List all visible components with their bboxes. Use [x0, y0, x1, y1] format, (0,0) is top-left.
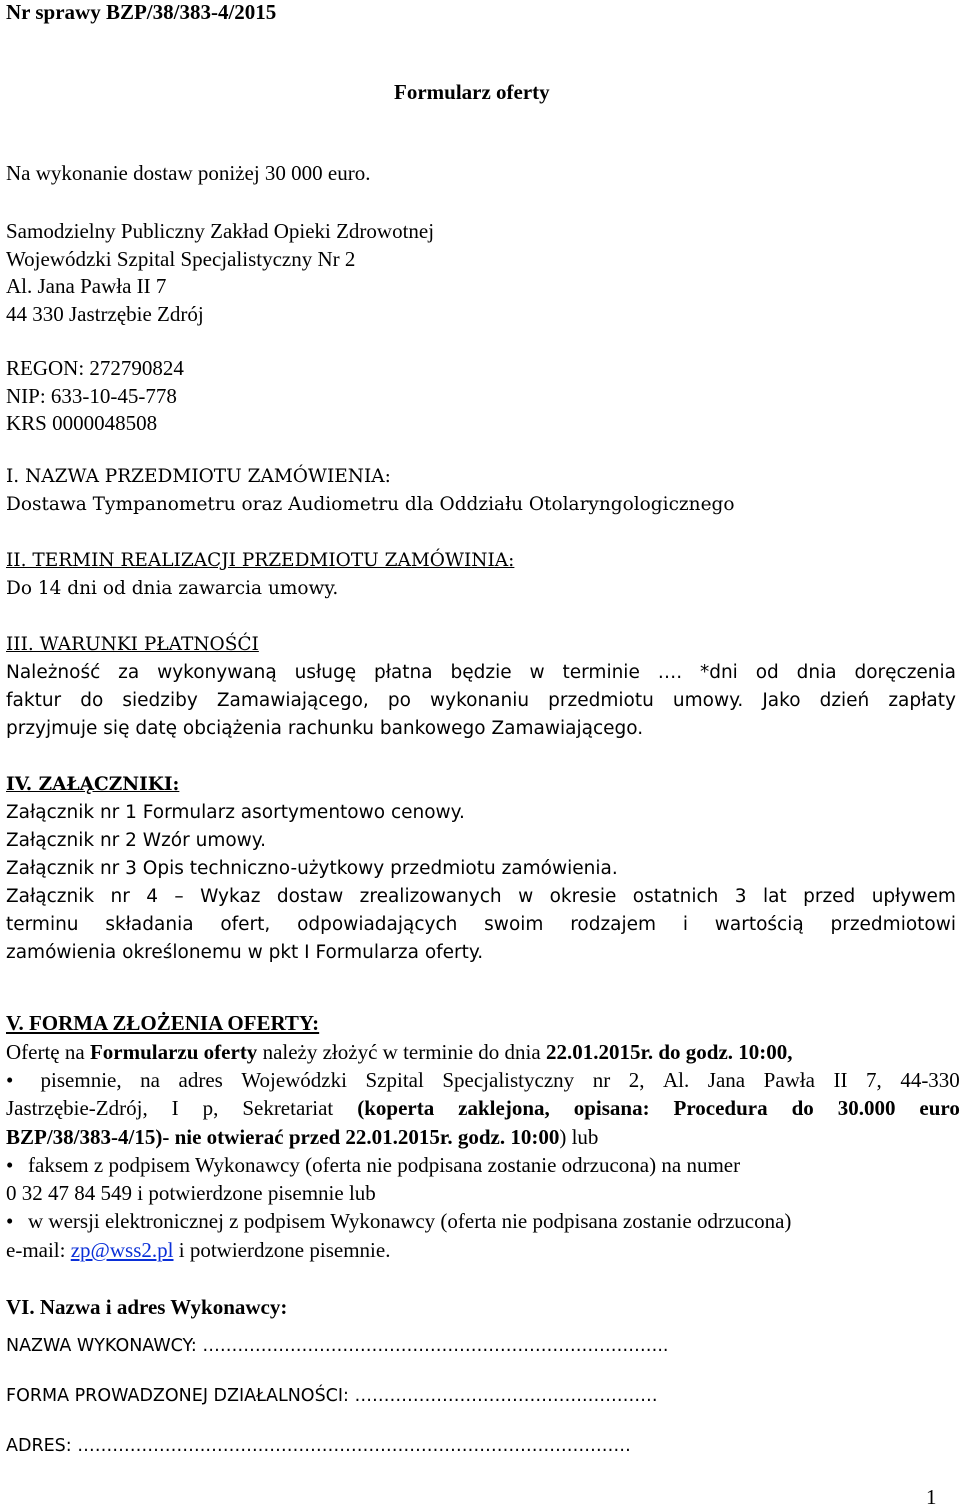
bullet-2-line-1	[6, 1155, 740, 1176]
word: opisana:	[573, 1096, 650, 1120]
word: odpowiadających	[297, 914, 458, 935]
word: Jako	[762, 690, 801, 711]
word: 30.000	[837, 1096, 896, 1120]
word: Załącznik	[6, 886, 95, 907]
word: 4	[146, 886, 159, 907]
word: będzie	[450, 662, 512, 683]
word: II	[833, 1068, 848, 1092]
word: 3	[734, 886, 747, 907]
attachment-3: Załącznik nr 3 Opis techniczno-użytkowy przedmiotu zamówienia.	[6, 858, 618, 879]
word: Sekretariat	[242, 1096, 334, 1120]
attachment-4-line-3: zamówienia określonemu w pkt I Formularza oferty.	[6, 942, 484, 963]
buyer-name-line-2: Wojewódzki Szpital Specjalistyczny Nr 2	[6, 247, 356, 271]
attachment-2: Załącznik nr 2 Wzór umowy.	[6, 830, 267, 851]
word: p,	[202, 1096, 219, 1120]
word: terminu	[6, 914, 79, 935]
envelope-label: BZP/38/383-4/15)- nie otwierać przed 22.01.2015r. godz. 10:00	[6, 1125, 560, 1149]
subject-line: Na wykonanie dostaw poniżej 30 000 euro.	[6, 161, 371, 185]
word: w	[529, 662, 545, 683]
word: Specjalistyczny	[442, 1068, 575, 1092]
bullet-icon: •	[6, 1068, 14, 1092]
section-6-heading: VI. Nazwa i adres Wykonawcy:	[6, 1295, 288, 1319]
word: Jastrzębie-Zdrój,	[6, 1096, 148, 1120]
section-3-heading: III. WARUNKI PŁATNOŚĆI	[6, 634, 259, 655]
word: przedmiotowi	[830, 914, 956, 935]
word: przed	[803, 886, 856, 907]
buyer-regon: REGON: 272790824	[6, 356, 184, 380]
word: dostaw	[276, 886, 344, 907]
bullet-3-line-2	[6, 1240, 390, 1261]
word: za	[118, 662, 140, 683]
case-number: Nr sprawy BZP/38/383-4/2015	[6, 0, 277, 24]
word: Należność	[6, 662, 101, 683]
bullet-icon: •	[6, 1209, 14, 1233]
word: płatna	[373, 662, 433, 683]
word: i	[682, 914, 688, 935]
word: wartością	[714, 914, 804, 935]
section-5-heading: V. FORMA ZŁOŻENIA OFERTY:	[6, 1011, 320, 1035]
word: ofert,	[220, 914, 271, 935]
buyer-name-line-1: Samodzielny Publiczny Zakład Opieki Zdrowotnej	[6, 219, 435, 243]
word: ….	[657, 662, 683, 683]
word: na	[140, 1068, 160, 1092]
intro-deadline: 22.01.2015r. do godz. 10:00,	[545, 1040, 793, 1064]
buyer-address-street: Al. Jana Pawła II 7	[6, 274, 167, 298]
email-link[interactable]: zp@wss2.pl	[70, 1238, 174, 1262]
word: przedmiotu	[548, 690, 654, 711]
section-2-heading: II. TERMIN REALIZACJI PRZEDMIOTU ZAMÓWINIA:	[6, 550, 515, 571]
page-number: 1	[926, 1485, 937, 1509]
word: dzień	[819, 690, 870, 711]
word: usługę	[294, 662, 357, 683]
section-5-intro	[6, 1042, 793, 1063]
word: rodzajem	[570, 914, 657, 935]
word: wykonaniu	[430, 690, 530, 711]
bullet-text: w wersji elektronicznej z podpisem Wykonawcy (oferta nie podpisana zostanie odrzucona)	[28, 1209, 792, 1233]
address-field: ADRES: ………………….……….………………………………………………………	[6, 1436, 631, 1456]
word: wykonywaną	[157, 662, 277, 683]
section-3-line-3: przyjmuje się datę obciążenia rachunku bankowego Zamawiającego.	[6, 718, 644, 739]
attachment-1: Załącznik nr 1 Formularz asortymentowo cenowy.	[6, 802, 465, 823]
section-1-heading: I. NAZWA PRZEDMIOTU ZAMÓWIENIA:	[6, 466, 391, 487]
intro-text: należy złożyć w terminie do dnia	[257, 1040, 546, 1064]
business-form-field: FORMA PROWADZONEJ DZIAŁALNOŚCI: ………………………………….…………	[6, 1386, 658, 1406]
word: –	[174, 886, 184, 907]
word: umowy.	[672, 690, 744, 711]
word: Wykaz	[200, 886, 261, 907]
bullet-icon: •	[6, 1153, 14, 1177]
word: 2,	[628, 1068, 645, 1092]
email-label: e-mail:	[6, 1238, 71, 1262]
intro-form-name: Formularzu oferty	[89, 1040, 258, 1064]
word: od	[755, 662, 779, 683]
form-title: Formularz oferty	[394, 80, 550, 104]
word: swoim	[484, 914, 544, 935]
word: ostatnich	[632, 886, 719, 907]
word: okresie	[549, 886, 617, 907]
word: dnia	[796, 662, 837, 683]
word: zaklejona,	[458, 1096, 550, 1120]
bullet-1-line-3	[6, 1127, 598, 1148]
section-2-text: Do 14 dni od dnia zawarcia umowy.	[6, 578, 339, 599]
word: Szpital	[365, 1068, 424, 1092]
word: zapłaty	[888, 690, 956, 711]
section-3-line-1	[6, 664, 956, 683]
section-4-heading: IV. ZAŁĄCZNIKI:	[6, 774, 180, 795]
word: do	[80, 690, 104, 711]
word: Jana	[707, 1068, 746, 1092]
attachment-4-line-2	[6, 916, 956, 935]
word: składania	[105, 914, 194, 935]
word: Zamawiającego,	[216, 690, 369, 711]
word: adres	[178, 1068, 223, 1092]
intro-text: Ofertę na	[6, 1040, 90, 1064]
section-1-text: Dostawa Tympanometru oraz Audiometru dla Oddziału Otolaryngologicznego	[6, 494, 735, 515]
buyer-krs: KRS 0000048508	[6, 411, 158, 435]
bullet-text: i potwierdzone pisemnie.	[173, 1238, 391, 1262]
section-3-line-2	[6, 692, 956, 711]
word: (koperta	[357, 1096, 435, 1120]
word: ) lub	[559, 1125, 599, 1149]
word: doręczenia	[854, 662, 956, 683]
word: nr	[592, 1068, 611, 1092]
attachment-4-line-1	[6, 888, 956, 907]
word: *dni	[699, 662, 738, 683]
word: terminie	[562, 662, 640, 683]
word: zrealizowanych	[359, 886, 502, 907]
bullet-2-line-2: 0 32 47 84 549 i potwierdzone pisemnie lub	[6, 1181, 376, 1205]
word: nr	[110, 886, 130, 907]
word: do	[791, 1096, 814, 1120]
word: Al.	[663, 1068, 690, 1092]
bullet-3-line-1	[6, 1211, 791, 1232]
bullet-text: faksem z podpisem Wykonawcy (oferta nie podpisana zostanie odrzucona) na numer	[28, 1153, 741, 1177]
buyer-address-city: 44 330 Jastrzębie Zdrój	[6, 302, 204, 326]
word: faktur	[6, 690, 62, 711]
word: 44-330	[900, 1068, 960, 1092]
word: I	[171, 1096, 179, 1120]
contractor-name-field: NAZWA WYKONAWCY: ……………………………………………………………………..	[6, 1336, 669, 1356]
word: lat	[762, 886, 787, 907]
word: upływem	[871, 886, 956, 907]
word: Procedura	[673, 1096, 768, 1120]
bullet-1-line-2	[6, 1098, 960, 1119]
word: euro	[919, 1096, 960, 1120]
word: pisemnie,	[40, 1068, 122, 1092]
word: po	[387, 690, 411, 711]
word: 7,	[866, 1068, 882, 1092]
bullet-1-line-1	[6, 1070, 960, 1091]
word: w	[518, 886, 534, 907]
word: Pawła	[763, 1068, 815, 1092]
buyer-nip: NIP: 633-10-45-778	[6, 384, 177, 408]
word: Wojewódzki	[241, 1068, 347, 1092]
word: siedziby	[122, 690, 198, 711]
